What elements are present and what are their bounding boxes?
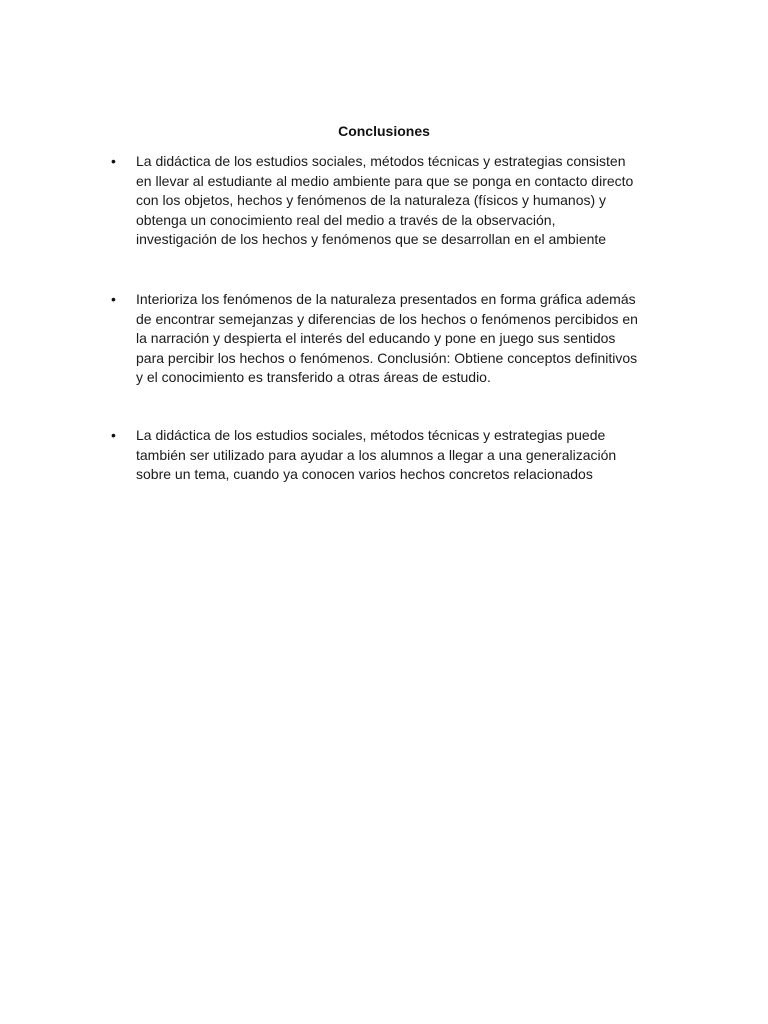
list-item-text: La didáctica de los estudios sociales, métodos técnicas y estrategias consisten en llevar al estudiante al medio ambiente para que se ponga en contacto directo con los objetos, hechos y fenómenos de la naturaleza (físicos y humanos) y obtenga un conocimiento real del medio a través de la observación, investigación de los hechos y fenómenos que se desarrollan en el ambiente bbox=[136, 153, 634, 248]
bullet-icon: • bbox=[111, 291, 116, 307]
bullet-icon: • bbox=[111, 153, 116, 169]
list-item-text: Interioriza los fenómenos de la naturaleza presentados en forma gráfica además de encontrar semejanzas y diferencias de los hechos o fenómenos percibidos en la narración y despierta el interés del educando y pone en juego sus sentidos para percibir los hechos o fenómenos. Conclusión: Obtiene conceptos definitivos y el conocimiento es transferido a otras áreas de estudio. bbox=[136, 291, 638, 386]
bullet-icon: • bbox=[111, 427, 116, 443]
document-title: Conclusiones bbox=[338, 123, 430, 139]
list-item-text: La didáctica de los estudios sociales, métodos técnicas y estrategias puede también ser utilizado para ayudar a los alumnos a llegar a una generalización sobre un tema, cuando ya conocen varios hechos concretos relacionados bbox=[136, 427, 617, 483]
